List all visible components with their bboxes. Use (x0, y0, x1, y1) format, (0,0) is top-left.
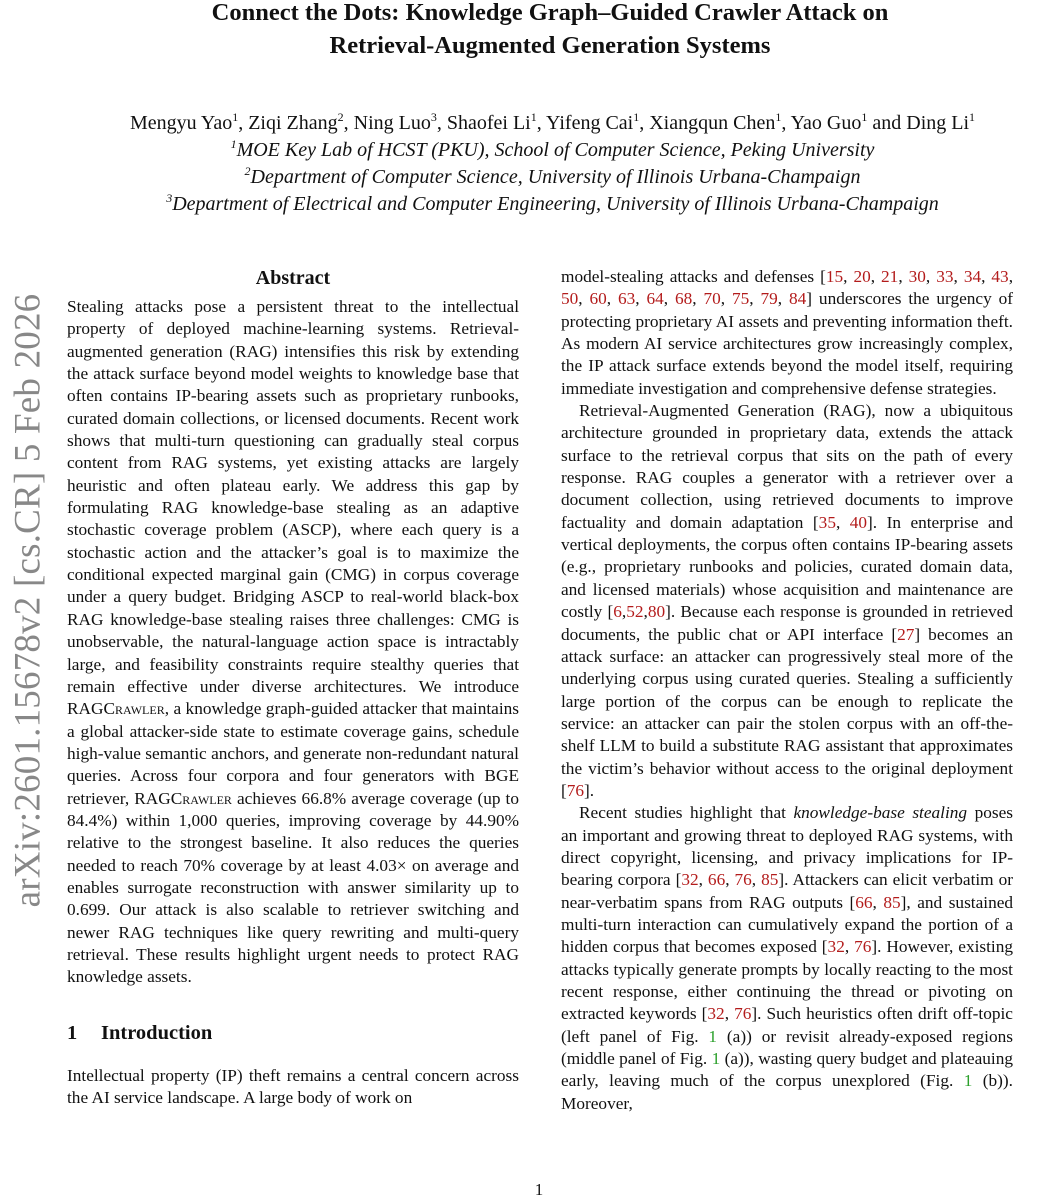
citation-link[interactable]: 32 (707, 1004, 725, 1024)
intro-paragraph-1-continued: model-stealing attacks and defenses [15, 20, 21, 30, 33, 34, 43, 50, 60, 63, 64, 68, 70, 75, 79, 84] underscores the urgency of protecting proprietary AI assets and preventing information theft. As modern AI service architectures grow increasingly complex, the IP attack surface extends beyond the model itself, requiring immediate investigation and comprehensive defense strategies. (561, 267, 1014, 398)
affiliation: $^1$MOE Key Lab of HCST (PKU), School of Computer Science, Peking University (230, 137, 875, 161)
title-line-1: Connect the Dots: Knowledge Graph–Guided Crawler Attack on (211, 0, 889, 26)
figure-reference-link[interactable]: 1 (963, 1071, 973, 1091)
system-name: RAGCrawler (134, 788, 232, 808)
arxiv-id-text: arXiv:2601.15678v2 [cs.CR] 5 Feb 2026 (7, 293, 49, 907)
figure-reference-link[interactable]: 1 (711, 1049, 721, 1069)
affiliation: $^3$Department of Electrical and Computer Engineering, University of Illinois Urbana-Champaign (166, 191, 939, 215)
author-list (60, 110, 1045, 137)
section-heading-introduction: 1 Introduction (67, 1021, 213, 1044)
citation-link[interactable]: 80 (647, 602, 666, 622)
citation-link[interactable]: 85 (883, 892, 901, 912)
emphasis-term: knowledge-base stealing (793, 803, 968, 823)
citation-link[interactable]: 20 (853, 267, 871, 286)
author: Mengyu Yao$^1$, (129, 110, 249, 134)
intro-paragraph-1: Intellectual property (IP) theft remains a central concern across the AI service landscape. A large body of work on (67, 1065, 519, 1107)
citation-link[interactable]: 75 (732, 289, 750, 309)
citation-link[interactable]: 34 (963, 267, 982, 286)
citation-link[interactable]: 76 (734, 1004, 752, 1024)
citation-link[interactable]: 85 (761, 870, 779, 890)
citation-link[interactable]: 76 (566, 780, 585, 800)
author: Ding Li$^1$ (906, 110, 976, 134)
citation-link[interactable]: 27 (897, 624, 915, 644)
citation-link[interactable]: 6 (613, 602, 622, 622)
citation-link[interactable]: 79 (760, 289, 778, 309)
citation-link[interactable]: 64 (646, 289, 664, 309)
paper-title (60, 0, 1040, 62)
citation-link[interactable]: 15 (825, 267, 844, 286)
citation-link[interactable]: 21 (881, 267, 899, 286)
arxiv-identifier-stamp (2, 220, 54, 980)
system-name: RAGCrawler (67, 699, 165, 719)
author: Ziqi Zhang$^2$, (248, 110, 354, 134)
citation-link[interactable]: 63 (618, 289, 636, 309)
citation-link[interactable]: 68 (675, 289, 693, 309)
abstract-body: Stealing attacks pose a persistent threat to the intellectual property of deployed machine-learning systems. Retrieval-augmented generation (RAG) intensifies this risk by extending the attack surface beyond model weights to knowledge base that often contains IP-bearing assets such as proprietary runbooks, curated domain collections, or licensed documents. Recent work shows that multi-turn questioning can gradually steal corpus content from RAG systems, yet existing attacks are largely heuristic and often plateau early. We address this gap by formulating RAG knowledge-base stealing as an adaptive stochastic coverage problem (ASCP), where each query is a stochastic action and the attacker’s goal is to maximize the conditional expected marginal gain (CMG) in corpus coverage under a query budget. Bridging ASCP to real-world black-box RAG knowledge-base stealing raises three challenges: CMG is unobservable, the natural-language action space is intractably large, and feasibility constraints require stealthy queries that remain effective under diverse architectures. We introduce RAGCrawler, a knowledge graph-guided attacker that maintains a global attacker-side state to estimate coverage gains, schedule high-value semantic anchors, and generate non-redundant natural queries. Across four corpora and four generators with BGE retriever, RAGCrawler achieves 66.8% average coverage (up to 84.4%) within 1,000 queries, improving coverage by 44.90% relative to the strongest baseline. It also reduces the queries needed to reach 70% coverage by at least 4.03× on average and enables surrogate reconstruction with answer similarity up to 0.699. Our attack is also scalable to retriever switching and newer RAG techniques like query rewriting and multi-query retrieval. These results highlight urgent needs to protect RAG knowledge assets. (67, 297, 519, 987)
citation-link[interactable]: 35 (818, 512, 836, 532)
citation-link[interactable]: 32 (827, 937, 845, 957)
citation-link[interactable]: 32 (681, 870, 699, 890)
citation-link[interactable]: 52 (626, 602, 644, 622)
author: Shaofei Li$^1$, (446, 110, 547, 134)
intro-paragraph-2: Retrieval-Augmented Generation (RAG), now a ubiquitous architecture grounded in proprietary data, extends the attack surface to the retrieval corpus that sits on the path of every response. RAG couples a generator with a retriever over a document collection, using retrieved documents to improve factuality and domain adaptation [35, 40]. In enterprise and vertical deployments, the corpus often contains IP-bearing assets (e.g., proprietary runbooks and policies, curated domain data, and licensed materials) whose acquisition and maintenance are costly [6,52,80]. Because each response is grounded in retrieved documents, the public chat or API interface [27] becomes an attack surface: an attacker can progressively steal more of the underlying corpus using curated queries. Stealing a sufficiently large portion of the corpus can be enough to replicate the service: an attacker can pair the stolen corpus with an off-the-shelf LLM to build a substitute RAG assistant that approximates the victim’s behavior without access to the original deployment [76]. (561, 401, 1014, 800)
affiliation: $^2$Department of Computer Science, University of Illinois Urbana-Champaign (244, 164, 861, 188)
author-block (60, 110, 1045, 218)
intro-paragraph-3: Recent studies highlight that knowledge-base stealing poses an important and growing threat to deployed RAG systems, with direct copyright, licensing, and privacy implications for IP-bearing corpora [32, 66, 76, 85]. Attackers can elicit verbatim or near-verbatim spans from RAG outputs [66, 85], and sustained multi-turn interaction can cumulatively expand the portion of a hidden corpus that becomes exposed [32, 76]. However, existing attacks typically generate prompts by locally reacting to the most recent response, either continuing the thread or pivoting on extracted keywords [32, 76]. Such heuristics often drift off-topic (left panel of Fig. 1 (a)) or revisit already-exposed regions (middle panel of Fig. 1 (a)), wasting query budget and plateauing early, leaving much of the corpus unexplored (Fig. 1 (b)). Moreover, (561, 803, 1014, 1113)
abstract-heading: Abstract (255, 267, 331, 289)
title-line-2: Retrieval-Augmented Generation Systems (329, 32, 771, 59)
citation-link[interactable]: 43 (991, 267, 1009, 286)
citation-link[interactable]: 40 (849, 512, 868, 532)
left-column (67, 266, 519, 1109)
author: Xiangqun Chen$^1$, (649, 110, 791, 134)
citation-link[interactable]: 70 (703, 289, 721, 309)
citation-link[interactable]: 50 (561, 289, 579, 309)
citation-link[interactable]: 60 (589, 289, 607, 309)
citation-link[interactable]: 76 (854, 937, 872, 957)
citation-link[interactable]: 30 (908, 267, 926, 286)
author: Yifeng Cai$^1$, (546, 110, 650, 134)
citation-link[interactable]: 84 (789, 289, 807, 309)
citation-link[interactable]: 76 (734, 870, 752, 890)
author: Yao Guo$^1$ and (790, 110, 907, 134)
figure-reference-link[interactable]: 1 (708, 1026, 718, 1046)
citation-link[interactable]: 66 (707, 870, 726, 890)
author: Ning Luo$^3$, (353, 110, 447, 134)
page-number: 1 (534, 1180, 544, 1199)
citation-link[interactable]: 66 (855, 892, 873, 912)
citation-link[interactable]: 33 (936, 267, 954, 286)
right-column (561, 266, 1013, 1115)
